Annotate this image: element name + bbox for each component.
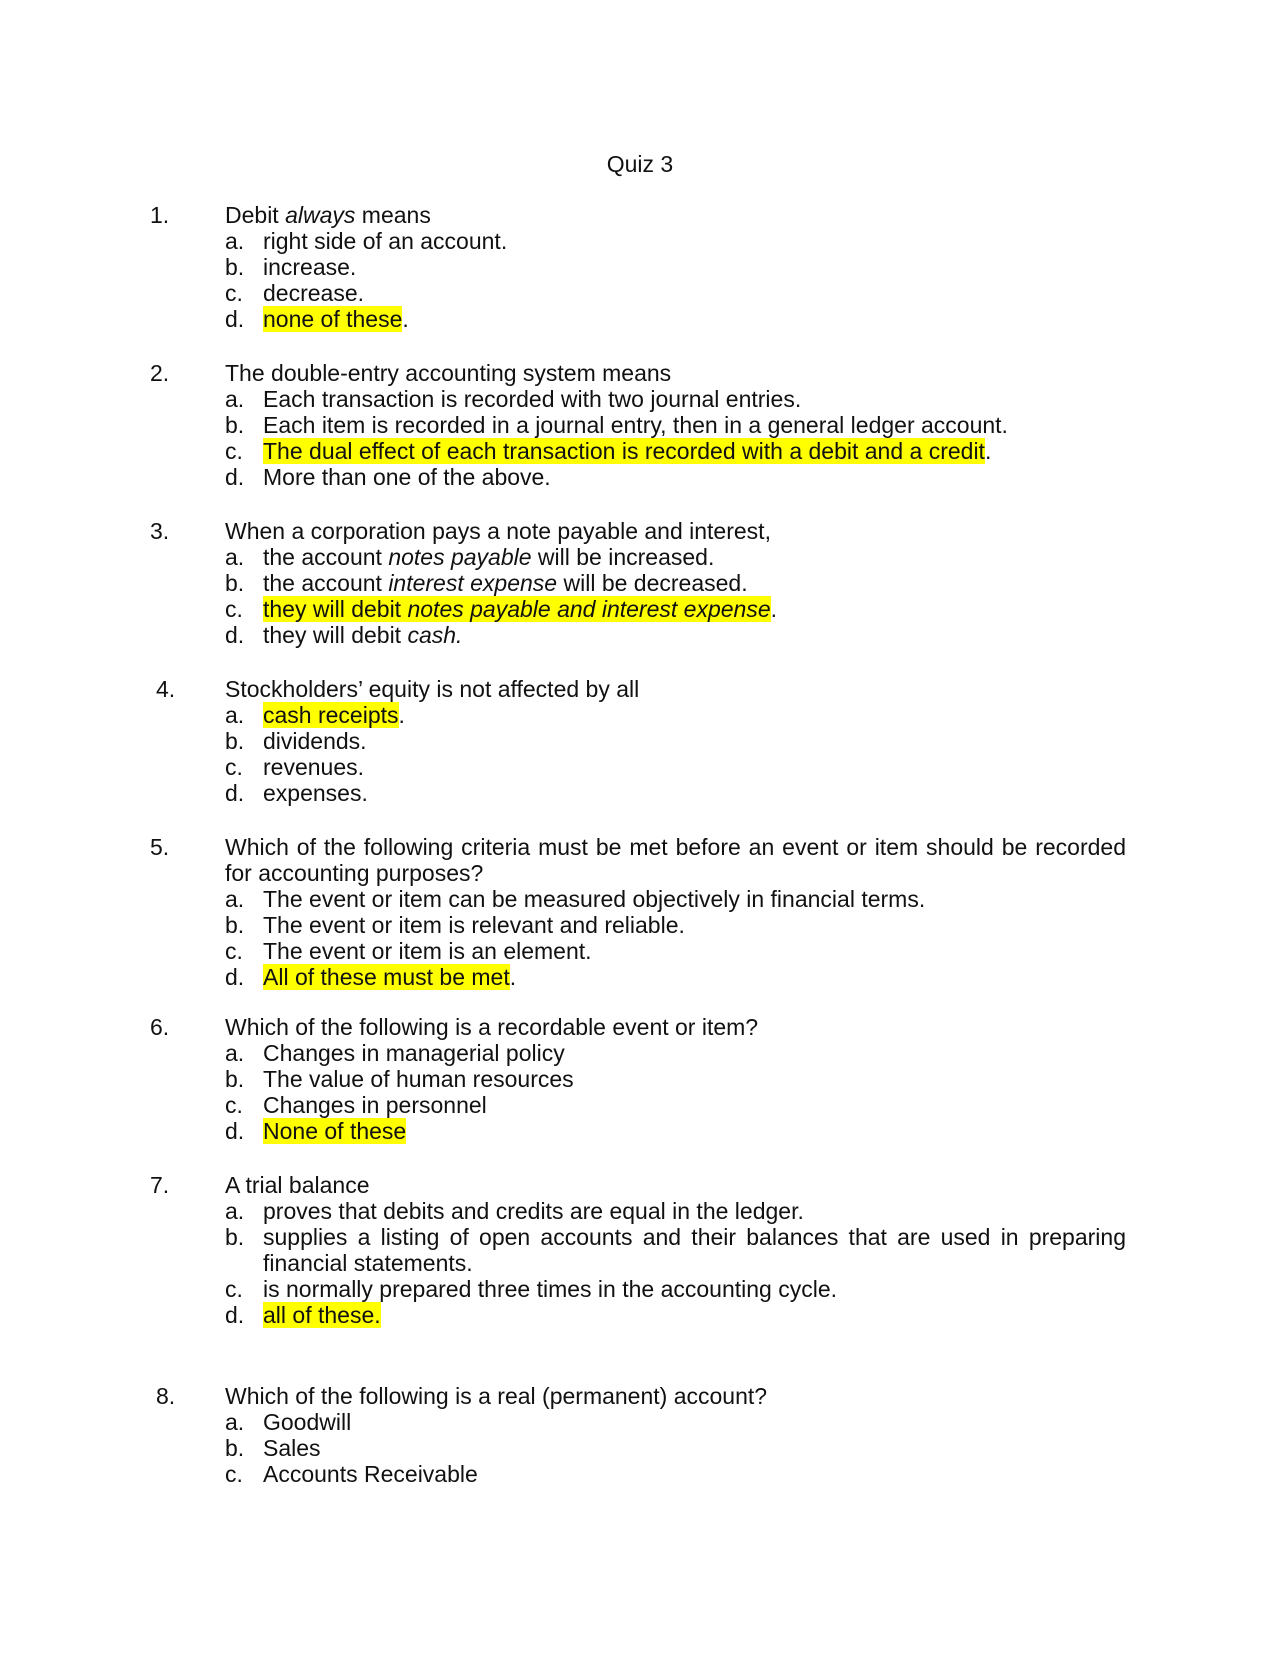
page-title: Quiz 3: [606, 151, 674, 177]
question-stem: Which of the following criteria must be met before an event or item should be recorded for accounting purposes?: [225, 834, 1126, 886]
option-list: [225, 1040, 1126, 1144]
question-stem: Debit always means: [225, 202, 431, 228]
option-d: d. All of these must be met.: [225, 964, 517, 990]
option-c: c. Changes in personnel: [225, 1092, 487, 1118]
option-d: d. expenses.: [225, 780, 368, 806]
option-b: b. dividends.: [225, 728, 367, 754]
option-b: b. Sales: [225, 1435, 321, 1461]
highlighted-answer: they will debit notes payable and interest expense: [263, 596, 771, 622]
option-list: [225, 544, 1126, 648]
question-body: [225, 834, 1126, 990]
question-number: 4.: [156, 676, 176, 702]
option-b: b. The value of human resources: [225, 1066, 574, 1092]
question-body: [225, 1172, 1126, 1328]
question-stem: Which of the following is a real (permanent) account?: [225, 1383, 768, 1409]
question-stem: The double-entry accounting system means: [225, 360, 672, 386]
highlighted-answer: all of these.: [263, 1302, 381, 1328]
question-stem: Which of the following is a recordable event or item?: [225, 1014, 759, 1040]
option-a: a. Goodwill: [225, 1409, 352, 1435]
option-a: a. The event or item can be measured objectively in financial terms.: [225, 886, 926, 912]
option-c: c. decrease.: [225, 280, 365, 306]
option-c: c. The dual effect of each transaction is recorded with a debit and a credit.: [225, 438, 992, 464]
highlighted-answer: None of these: [263, 1118, 407, 1144]
option-c: c. is normally prepared three times in the accounting cycle.: [225, 1276, 838, 1302]
option-list: [225, 702, 1126, 806]
option-list: [225, 228, 1126, 332]
option-d: d. None of these: [225, 1118, 407, 1144]
option-list: [225, 1198, 1126, 1328]
option-a: a. proves that debits and credits are equal in the ledger.: [225, 1198, 804, 1224]
option-d: d. More than one of the above.: [225, 464, 551, 490]
option-c: c. they will debit notes payable and interest expense.: [225, 596, 778, 622]
question-number: 7.: [150, 1172, 170, 1198]
question-body: [225, 360, 1126, 490]
option-a: a. right side of an account.: [225, 228, 508, 254]
highlighted-answer: cash receipts: [263, 702, 399, 728]
question-body: [225, 202, 1126, 332]
highlighted-answer: The dual effect of each transaction is recorded with a debit and a credit: [263, 438, 985, 464]
option-c: c. Accounts Receivable: [225, 1461, 478, 1487]
option-c: c. revenues.: [225, 754, 365, 780]
question-number: 5.: [150, 834, 170, 860]
option-a: a. the account notes payable will be increased.: [225, 544, 715, 570]
question-number: 8.: [156, 1383, 176, 1409]
option-c: c. The event or item is an element.: [225, 938, 592, 964]
question-stem: Stockholders’ equity is not affected by all: [225, 676, 640, 702]
option-b: b. supplies a listing of open accounts and their balances that are used in preparing financial statements.: [225, 1224, 1126, 1276]
question-number: 3.: [150, 518, 170, 544]
option-b: b. The event or item is relevant and reliable.: [225, 912, 685, 938]
option-b: b. Each item is recorded in a journal entry, then in a general ledger account.: [225, 412, 1008, 438]
question-number: 1.: [150, 202, 170, 228]
question-stem: When a corporation pays a note payable and interest,: [225, 518, 771, 544]
option-a: a. Each transaction is recorded with two journal entries.: [225, 386, 802, 412]
question-number: 6.: [150, 1014, 170, 1040]
question-body: [225, 518, 1126, 648]
option-list: [225, 886, 1126, 990]
option-d: d. they will debit cash.: [225, 622, 463, 648]
question-body: [225, 676, 1126, 806]
question-body: [225, 1014, 1126, 1144]
question-number: 2.: [150, 360, 170, 386]
highlighted-answer: All of these must be met: [263, 964, 510, 990]
option-d: d. none of these.: [225, 306, 409, 332]
option-list: [225, 386, 1126, 490]
question-body: [225, 1383, 1126, 1487]
question-stem: A trial balance: [225, 1172, 370, 1198]
option-a: a. cash receipts.: [225, 702, 405, 728]
highlighted-answer: none of these: [263, 306, 403, 332]
option-list: [225, 1409, 1126, 1487]
option-d: d. all of these.: [225, 1302, 381, 1328]
option-b: b. the account interest expense will be decreased.: [225, 570, 748, 596]
option-a: a. Changes in managerial policy: [225, 1040, 565, 1066]
option-b: b. increase.: [225, 254, 357, 280]
